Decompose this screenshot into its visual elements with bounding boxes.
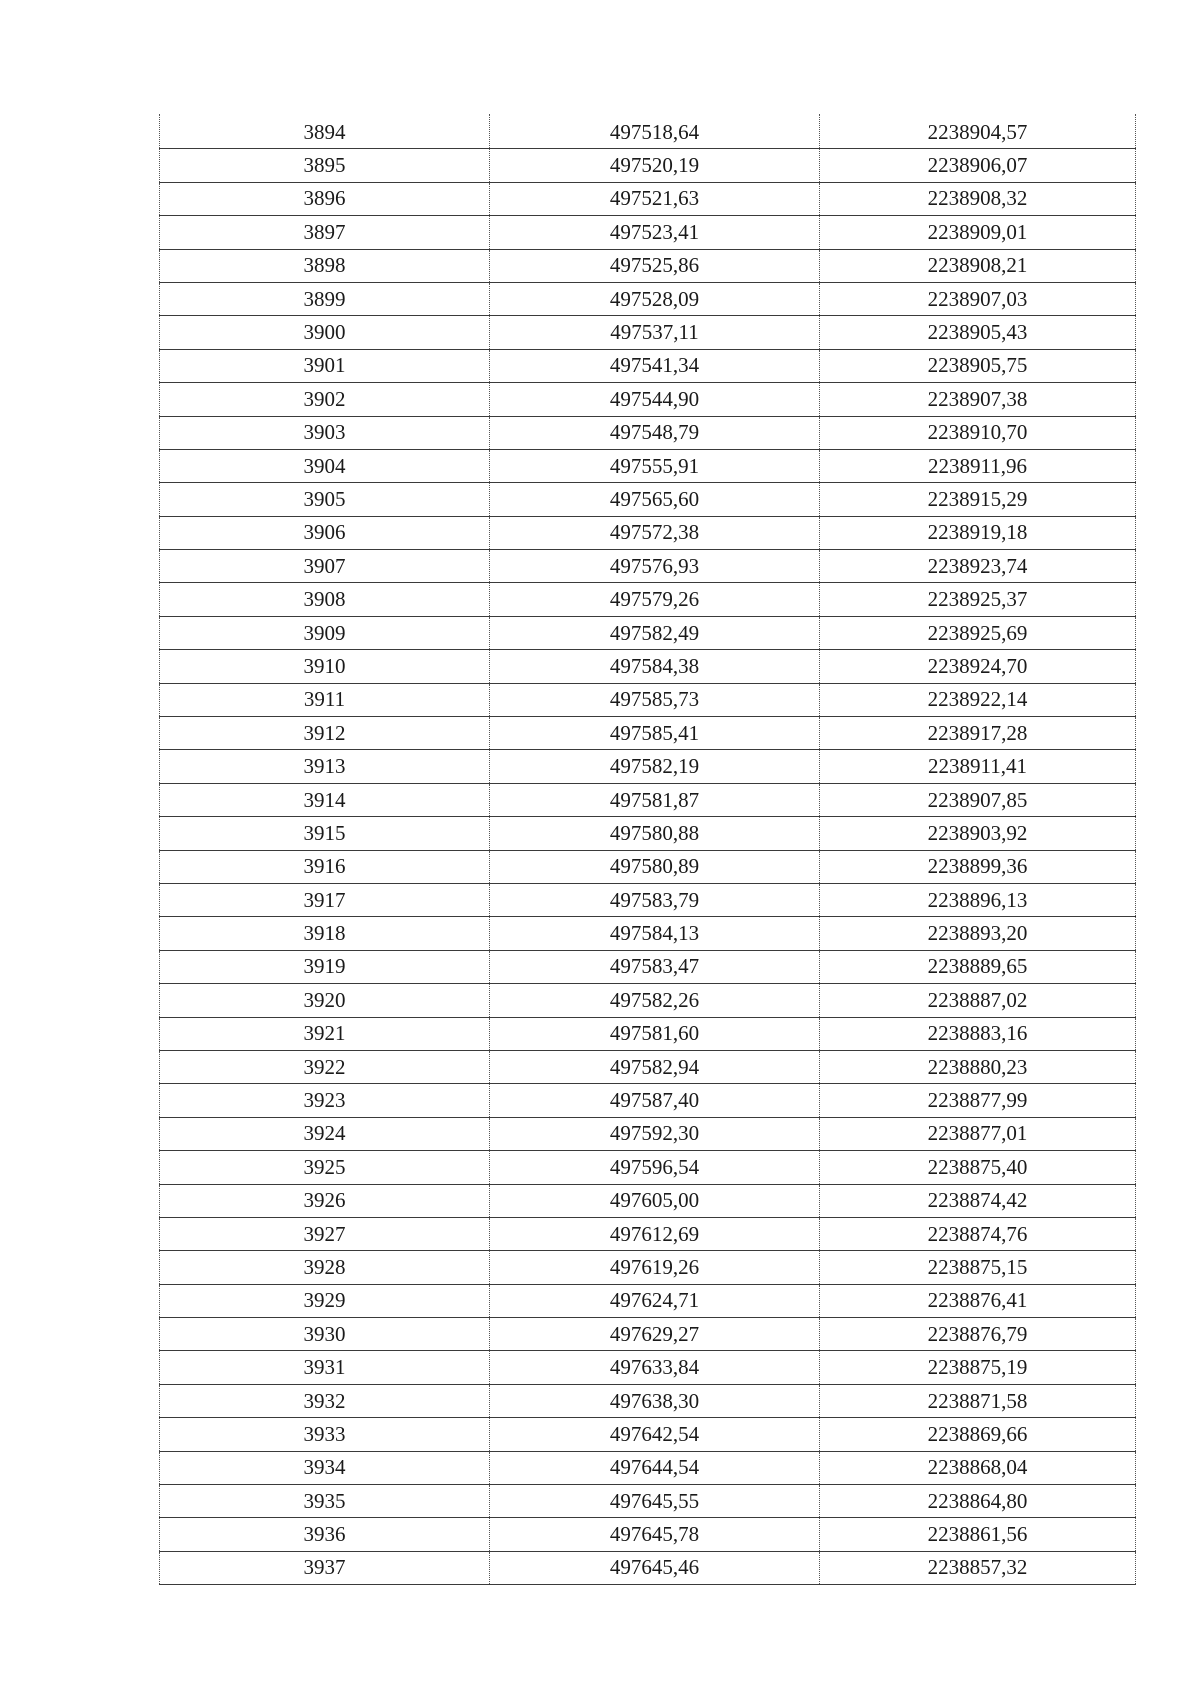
y-coordinate-cell: 2238909,01 <box>820 216 1136 249</box>
y-coordinate-cell: 2238877,99 <box>820 1084 1136 1117</box>
point-number-cell: 3907 <box>160 550 490 583</box>
point-number-cell: 3897 <box>160 216 490 249</box>
table-row <box>160 1050 1136 1083</box>
table-row <box>160 1451 1136 1484</box>
point-number-cell: 3929 <box>160 1284 490 1317</box>
x-coordinate-cell: 497572,38 <box>490 516 820 549</box>
y-coordinate-cell: 2238903,92 <box>820 817 1136 850</box>
point-number-cell: 3904 <box>160 449 490 482</box>
x-coordinate-cell: 497518,64 <box>490 114 820 149</box>
y-coordinate-cell: 2238911,96 <box>820 449 1136 482</box>
point-number-cell: 3924 <box>160 1117 490 1150</box>
point-number-cell: 3921 <box>160 1017 490 1050</box>
table-row <box>160 1084 1136 1117</box>
y-coordinate-cell: 2238868,04 <box>820 1451 1136 1484</box>
table-row <box>160 1217 1136 1250</box>
y-coordinate-cell: 2238919,18 <box>820 516 1136 549</box>
y-coordinate-cell: 2238925,69 <box>820 616 1136 649</box>
x-coordinate-cell: 497642,54 <box>490 1418 820 1451</box>
x-coordinate-cell: 497645,78 <box>490 1518 820 1551</box>
point-number-cell: 3934 <box>160 1451 490 1484</box>
x-coordinate-cell: 497548,79 <box>490 416 820 449</box>
point-number-cell: 3912 <box>160 717 490 750</box>
table-row <box>160 1184 1136 1217</box>
x-coordinate-cell: 497541,34 <box>490 349 820 382</box>
coordinates-table <box>159 114 1136 1585</box>
y-coordinate-cell: 2238875,15 <box>820 1251 1136 1284</box>
point-number-cell: 3918 <box>160 917 490 950</box>
y-coordinate-cell: 2238877,01 <box>820 1117 1136 1150</box>
point-number-cell: 3936 <box>160 1518 490 1551</box>
table-row <box>160 817 1136 850</box>
table-row <box>160 1251 1136 1284</box>
y-coordinate-cell: 2238887,02 <box>820 984 1136 1017</box>
x-coordinate-cell: 497520,19 <box>490 149 820 182</box>
x-coordinate-cell: 497585,73 <box>490 683 820 716</box>
x-coordinate-cell: 497555,91 <box>490 449 820 482</box>
point-number-cell: 3937 <box>160 1551 490 1584</box>
point-number-cell: 3909 <box>160 616 490 649</box>
y-coordinate-cell: 2238905,75 <box>820 349 1136 382</box>
y-coordinate-cell: 2238910,70 <box>820 416 1136 449</box>
y-coordinate-cell: 2238899,36 <box>820 850 1136 883</box>
x-coordinate-cell: 497582,94 <box>490 1050 820 1083</box>
table-row <box>160 883 1136 916</box>
y-coordinate-cell: 2238908,21 <box>820 249 1136 282</box>
y-coordinate-cell: 2238875,19 <box>820 1351 1136 1384</box>
table-row <box>160 683 1136 716</box>
table-row <box>160 550 1136 583</box>
x-coordinate-cell: 497579,26 <box>490 583 820 616</box>
y-coordinate-cell: 2238906,07 <box>820 149 1136 182</box>
point-number-cell: 3901 <box>160 349 490 382</box>
y-coordinate-cell: 2238864,80 <box>820 1485 1136 1518</box>
point-number-cell: 3903 <box>160 416 490 449</box>
point-number-cell: 3932 <box>160 1384 490 1417</box>
table-row <box>160 650 1136 683</box>
x-coordinate-cell: 497521,63 <box>490 182 820 215</box>
table-row <box>160 249 1136 282</box>
x-coordinate-cell: 497584,13 <box>490 917 820 950</box>
y-coordinate-cell: 2238925,37 <box>820 583 1136 616</box>
point-number-cell: 3917 <box>160 883 490 916</box>
x-coordinate-cell: 497582,19 <box>490 750 820 783</box>
x-coordinate-cell: 497633,84 <box>490 1351 820 1384</box>
x-coordinate-cell: 497645,55 <box>490 1485 820 1518</box>
x-coordinate-cell: 497629,27 <box>490 1318 820 1351</box>
x-coordinate-cell: 497605,00 <box>490 1184 820 1217</box>
y-coordinate-cell: 2238875,40 <box>820 1151 1136 1184</box>
y-coordinate-cell: 2238896,13 <box>820 883 1136 916</box>
table-row <box>160 1151 1136 1184</box>
y-coordinate-cell: 2238857,32 <box>820 1551 1136 1584</box>
x-coordinate-cell: 497576,93 <box>490 550 820 583</box>
point-number-cell: 3915 <box>160 817 490 850</box>
y-coordinate-cell: 2238917,28 <box>820 717 1136 750</box>
y-coordinate-cell: 2238924,70 <box>820 650 1136 683</box>
table-row <box>160 1284 1136 1317</box>
point-number-cell: 3896 <box>160 182 490 215</box>
y-coordinate-cell: 2238905,43 <box>820 316 1136 349</box>
x-coordinate-cell: 497581,60 <box>490 1017 820 1050</box>
coordinates-table-body <box>160 114 1136 1585</box>
x-coordinate-cell: 497565,60 <box>490 483 820 516</box>
table-row <box>160 583 1136 616</box>
point-number-cell: 3913 <box>160 750 490 783</box>
table-row <box>160 1551 1136 1584</box>
y-coordinate-cell: 2238871,58 <box>820 1384 1136 1417</box>
x-coordinate-cell: 497582,26 <box>490 984 820 1017</box>
table-row <box>160 1318 1136 1351</box>
x-coordinate-cell: 497638,30 <box>490 1384 820 1417</box>
x-coordinate-cell: 497528,09 <box>490 282 820 315</box>
x-coordinate-cell: 497582,49 <box>490 616 820 649</box>
point-number-cell: 3926 <box>160 1184 490 1217</box>
point-number-cell: 3895 <box>160 149 490 182</box>
y-coordinate-cell: 2238883,16 <box>820 1017 1136 1050</box>
y-coordinate-cell: 2238907,38 <box>820 383 1136 416</box>
x-coordinate-cell: 497580,89 <box>490 850 820 883</box>
table-row <box>160 1485 1136 1518</box>
y-coordinate-cell: 2238869,66 <box>820 1418 1136 1451</box>
y-coordinate-cell: 2238911,41 <box>820 750 1136 783</box>
table-row <box>160 383 1136 416</box>
table-row <box>160 984 1136 1017</box>
x-coordinate-cell: 497624,71 <box>490 1284 820 1317</box>
point-number-cell: 3925 <box>160 1151 490 1184</box>
x-coordinate-cell: 497592,30 <box>490 1117 820 1150</box>
y-coordinate-cell: 2238889,65 <box>820 950 1136 983</box>
point-number-cell: 3902 <box>160 383 490 416</box>
point-number-cell: 3935 <box>160 1485 490 1518</box>
y-coordinate-cell: 2238907,03 <box>820 282 1136 315</box>
point-number-cell: 3898 <box>160 249 490 282</box>
table-row <box>160 1518 1136 1551</box>
point-number-cell: 3927 <box>160 1217 490 1250</box>
table-row <box>160 717 1136 750</box>
table-row <box>160 282 1136 315</box>
y-coordinate-cell: 2238904,57 <box>820 114 1136 149</box>
table-row <box>160 516 1136 549</box>
y-coordinate-cell: 2238874,76 <box>820 1217 1136 1250</box>
point-number-cell: 3905 <box>160 483 490 516</box>
y-coordinate-cell: 2238893,20 <box>820 917 1136 950</box>
table-row <box>160 1017 1136 1050</box>
table-row <box>160 449 1136 482</box>
x-coordinate-cell: 497587,40 <box>490 1084 820 1117</box>
table-row <box>160 1418 1136 1451</box>
table-row <box>160 316 1136 349</box>
table-row <box>160 616 1136 649</box>
x-coordinate-cell: 497619,26 <box>490 1251 820 1284</box>
point-number-cell: 3900 <box>160 316 490 349</box>
point-number-cell: 3906 <box>160 516 490 549</box>
point-number-cell: 3894 <box>160 114 490 149</box>
point-number-cell: 3910 <box>160 650 490 683</box>
table-row <box>160 416 1136 449</box>
table-row <box>160 216 1136 249</box>
point-number-cell: 3908 <box>160 583 490 616</box>
table-row <box>160 850 1136 883</box>
y-coordinate-cell: 2238874,42 <box>820 1184 1136 1217</box>
y-coordinate-cell: 2238876,79 <box>820 1318 1136 1351</box>
y-coordinate-cell: 2238861,56 <box>820 1518 1136 1551</box>
y-coordinate-cell: 2238923,74 <box>820 550 1136 583</box>
table-row <box>160 349 1136 382</box>
table-row <box>160 917 1136 950</box>
x-coordinate-cell: 497596,54 <box>490 1151 820 1184</box>
point-number-cell: 3930 <box>160 1318 490 1351</box>
point-number-cell: 3899 <box>160 282 490 315</box>
y-coordinate-cell: 2238907,85 <box>820 783 1136 816</box>
x-coordinate-cell: 497580,88 <box>490 817 820 850</box>
table-row <box>160 182 1136 215</box>
x-coordinate-cell: 497585,41 <box>490 717 820 750</box>
x-coordinate-cell: 497537,11 <box>490 316 820 349</box>
point-number-cell: 3914 <box>160 783 490 816</box>
y-coordinate-cell: 2238876,41 <box>820 1284 1136 1317</box>
table-row <box>160 149 1136 182</box>
x-coordinate-cell: 497584,38 <box>490 650 820 683</box>
point-number-cell: 3919 <box>160 950 490 983</box>
table-row <box>160 950 1136 983</box>
x-coordinate-cell: 497644,54 <box>490 1451 820 1484</box>
point-number-cell: 3911 <box>160 683 490 716</box>
point-number-cell: 3928 <box>160 1251 490 1284</box>
table-row <box>160 783 1136 816</box>
table-row <box>160 750 1136 783</box>
point-number-cell: 3916 <box>160 850 490 883</box>
x-coordinate-cell: 497645,46 <box>490 1551 820 1584</box>
y-coordinate-cell: 2238915,29 <box>820 483 1136 516</box>
y-coordinate-cell: 2238922,14 <box>820 683 1136 716</box>
x-coordinate-cell: 497525,86 <box>490 249 820 282</box>
point-number-cell: 3933 <box>160 1418 490 1451</box>
table-row <box>160 114 1136 149</box>
x-coordinate-cell: 497544,90 <box>490 383 820 416</box>
point-number-cell: 3923 <box>160 1084 490 1117</box>
table-row <box>160 1384 1136 1417</box>
table-row <box>160 483 1136 516</box>
table-row <box>160 1117 1136 1150</box>
x-coordinate-cell: 497583,79 <box>490 883 820 916</box>
x-coordinate-cell: 497583,47 <box>490 950 820 983</box>
y-coordinate-cell: 2238908,32 <box>820 182 1136 215</box>
y-coordinate-cell: 2238880,23 <box>820 1050 1136 1083</box>
point-number-cell: 3920 <box>160 984 490 1017</box>
point-number-cell: 3931 <box>160 1351 490 1384</box>
x-coordinate-cell: 497612,69 <box>490 1217 820 1250</box>
point-number-cell: 3922 <box>160 1050 490 1083</box>
x-coordinate-cell: 497581,87 <box>490 783 820 816</box>
x-coordinate-cell: 497523,41 <box>490 216 820 249</box>
table-row <box>160 1351 1136 1384</box>
